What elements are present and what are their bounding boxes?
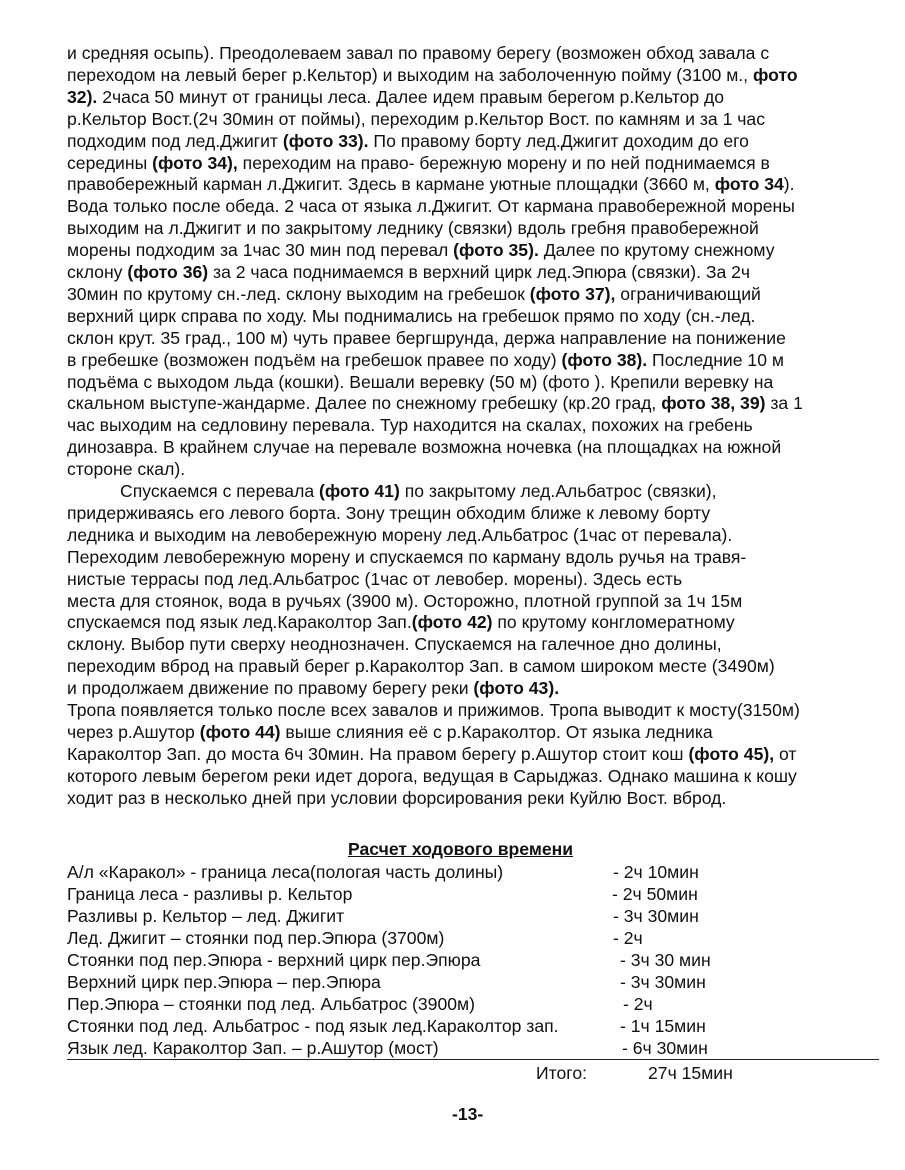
photo-reference: (фото 42) (411, 612, 493, 633)
total-value: 27ч 15мин (648, 1063, 733, 1083)
photo-reference: (фото 43). (473, 678, 560, 699)
text-run: спускаемся под язык лед.Караколтор Зап. (67, 612, 412, 633)
text-line (67, 546, 746, 568)
text-line (120, 480, 717, 502)
table-row (67, 861, 767, 883)
table-divider (67, 1059, 879, 1060)
text-run: Переходим левобережную морену и спускаемся по карману вдоль ручья на травя- (67, 546, 747, 567)
route-segment: Разливы р. Кельтор – лед. Джигит (67, 906, 345, 926)
text-line (67, 349, 784, 371)
route-segment: Верхний цирк пер.Эпюра – пер.Эпюра (67, 972, 381, 992)
text-run: склон крут. 35 град., 100 м) чуть правее бергшрунда, держа направление на понижение (67, 327, 786, 348)
text-line (67, 108, 765, 130)
text-run: ледника и выходим на левобережную морену лед.Альбатрос (1час от перевала). (67, 524, 733, 545)
table-row (67, 971, 767, 993)
text-run: подходим под лед.Джигит (67, 130, 283, 151)
photo-reference: (фото 38). (561, 349, 648, 370)
table-row (67, 927, 767, 949)
photo-reference: фото 38, 39) (661, 393, 766, 414)
route-segment: Язык лед. Караколтор Зап. – р.Ашутор (мост) (67, 1038, 439, 1058)
text-line (67, 195, 795, 217)
text-line (67, 261, 750, 283)
text-run: Караколтор Зап. до моста 6ч 30мин. На правом берегу р.Ашутор стоит кош (67, 743, 689, 764)
text-run: стороне скал). (67, 459, 186, 480)
segment-time: - 6ч 30мин (622, 1038, 708, 1058)
text-run: Вода только после обеда. 2 часа от языка л.Джигит. От кармана правобережной морены (67, 196, 795, 217)
text-run: через р.Ашутор (67, 721, 200, 742)
segment-time: - 3ч 30мин (620, 972, 706, 992)
photo-reference: фото (752, 64, 798, 85)
text-run: которого левым берегом реки идет дорога, ведущая в Сарыджаз. Однако машина к кошу (67, 765, 797, 786)
text-run: верхний цирк справа по ходу. Мы поднимались на гребешок прямо по ходу (сн.-лед. (67, 305, 756, 326)
text-run: середины (67, 152, 153, 173)
text-line (67, 152, 770, 174)
photo-reference: (фото 33). (282, 130, 369, 151)
text-run: и средняя осыпь). Преодолеваем завал по правому берегу (возможен обход завала с (67, 43, 770, 63)
table-row (67, 883, 767, 905)
text-line (67, 765, 797, 787)
text-line (67, 42, 769, 64)
table-row (67, 905, 767, 927)
route-segment: Стоянки под лед. Альбатрос - под язык лед.Караколтор зап. (67, 1016, 559, 1036)
text-line (67, 239, 775, 261)
text-run: места для стоянок, вода в ручьях (3900 м). Осторожно, плотной группой за 1ч 15м (67, 590, 743, 611)
text-run: переходим вброд на правый берег р.Караколтор Зап. в самом широком месте (3490м) (67, 656, 775, 677)
text-line (67, 633, 722, 655)
text-run: динозавра. В крайнем случае на перевале возможна ночевка (на площадках на южной (67, 437, 782, 458)
segment-time: - 2ч 10мин (613, 862, 699, 882)
photo-reference: фото 34 (714, 174, 784, 195)
text-line (67, 414, 753, 436)
text-run: правобережный карман л.Джигит. Здесь в кармане уютные площадки (3660 м, (67, 174, 715, 195)
text-run: Последние 10 м (647, 349, 784, 370)
photo-reference: (фото 35). (453, 240, 539, 261)
text-line (67, 787, 726, 809)
text-run: переходим на право- бережную морену и по ней поднимаемся в (237, 152, 770, 173)
text-line (67, 436, 781, 458)
text-run: от (774, 743, 797, 764)
segment-time: - 3ч 30 мин (620, 950, 711, 970)
text-line (67, 611, 735, 633)
table-row (67, 1037, 767, 1059)
text-run: за 2 часа поднимаемся в верхний цирк лед.Эпюра (связки). За 2ч (208, 262, 751, 282)
table-row (67, 993, 767, 1015)
text-run: Тропа появляется только после всех завалов и прижимов. Тропа выводит к мосту(3150м) (67, 700, 800, 720)
text-run: по закрытому лед.Альбатрос (связки), (399, 481, 717, 501)
text-line (67, 721, 713, 743)
route-segment: Лед. Джигит – стоянки под пер.Эпюра (3700м) (67, 928, 445, 948)
text-run: переходом на левый берег р.Кельтор) и выходим на заболоченную пойму (3100 м., (67, 64, 753, 85)
text-run: и продолжаем движение по правому берегу реки (67, 678, 474, 699)
route-segment: Граница леса - разливы р. Кельтор (67, 884, 353, 904)
text-run: По правому борту лед.Джигит доходим до его (368, 130, 749, 151)
text-run: подъёма с выходом льда (кошки). Вешали веревку (50 м) (фото ). Крепили веревку на (67, 371, 774, 392)
route-segment: Стоянки под пер.Эпюра - верхний цирк пер.Эпюра (67, 950, 481, 970)
text-line (67, 392, 803, 414)
text-line (67, 86, 724, 108)
text-line (67, 699, 800, 721)
text-line (67, 590, 742, 612)
text-line (67, 524, 732, 546)
text-line (67, 502, 710, 524)
text-line (67, 217, 759, 239)
text-line (67, 305, 755, 327)
text-line (67, 568, 682, 590)
text-run: ходит раз в несколько дней при условии форсирования реки Куйлю Вост. вброд. (67, 787, 727, 808)
photo-reference: (фото 41) (319, 481, 400, 501)
segment-time: - 3ч 30мин (613, 906, 699, 926)
photo-reference: (фото 36) (127, 262, 209, 282)
segment-time: - 1ч 15мин (620, 1016, 706, 1036)
text-run: скальном выступе-жандарме. Далее по снежному гребешку (кр.20 град, (67, 393, 662, 414)
text-line (67, 655, 775, 677)
text-run: в гребешке (возможен подъём на гребешок правее по ходу) (67, 349, 562, 370)
text-run: за 1 (765, 393, 803, 414)
photo-reference: (фото 45), (688, 743, 775, 764)
photo-reference: (фото 37), (529, 283, 616, 304)
route-segment: А/л «Каракол» - граница леса(пологая часть долины) (67, 862, 504, 882)
text-run: Далее по крутому снежному (538, 240, 775, 261)
text-run: нистые террасы под лед.Альбатрос (1час от левобер. морены). Здесь есть (67, 568, 683, 589)
text-run: ограничивающий (615, 283, 761, 304)
segment-time: - 2ч (613, 928, 643, 948)
photo-reference: 32). (67, 86, 98, 107)
total-label: Итого: (536, 1063, 587, 1083)
text-run: склону. Выбор пути сверху неоднозначен. Спускаемся на галечное дно долины, (67, 634, 722, 655)
photo-reference: (фото 34), (152, 152, 238, 173)
text-line (67, 677, 559, 699)
text-line (67, 458, 185, 480)
text-run: морены подходим за 1час 30 мин под перевал (67, 240, 454, 261)
text-run: ). (783, 174, 795, 195)
text-line (67, 283, 761, 305)
text-line (67, 130, 749, 152)
text-run: по крутому конгломератному (492, 612, 735, 633)
text-line (67, 371, 773, 393)
text-line (67, 64, 798, 86)
text-run: склону (67, 262, 128, 282)
text-run: час выходим на седловину перевала. Тур находится на скалах, похожих на гребень (67, 415, 753, 436)
segment-time: - 2ч 50мин (612, 884, 698, 904)
text-run: выходим на л.Джигит и по закрытому леднику (связки) вдоль гребня правобережной (67, 218, 759, 239)
text-run: р.Кельтор Вост.(2ч 30мин от поймы), переходим р.Кельтор Вост. по камням и за 1 час (67, 108, 765, 129)
segment-time: - 2ч (623, 994, 653, 1014)
text-run: выше слияния её с р.Караколтор. От языка ледника (280, 721, 713, 742)
text-line (67, 327, 786, 349)
text-line (67, 173, 795, 195)
table-row (67, 1015, 767, 1037)
photo-reference: (фото 44) (199, 721, 281, 742)
text-run: 30мин по крутому сн.-лед. склону выходим на гребешок (67, 283, 530, 304)
table-title: Расчет ходового времени (348, 839, 574, 859)
route-segment: Пер.Эпюра – стоянки под лед. Альбатрос (3900м) (67, 994, 475, 1014)
text-run: 2часа 50 минут от границы леса. Далее идем правым берегом р.Кельтор до (97, 86, 725, 107)
text-run: Спускаемся с перевала (120, 481, 320, 501)
text-line (67, 743, 796, 765)
page-number: -13- (452, 1104, 484, 1124)
table-row (67, 949, 767, 971)
text-run: придерживаясь его левого борта. Зону трещин обходим ближе к левому борту (67, 502, 711, 523)
